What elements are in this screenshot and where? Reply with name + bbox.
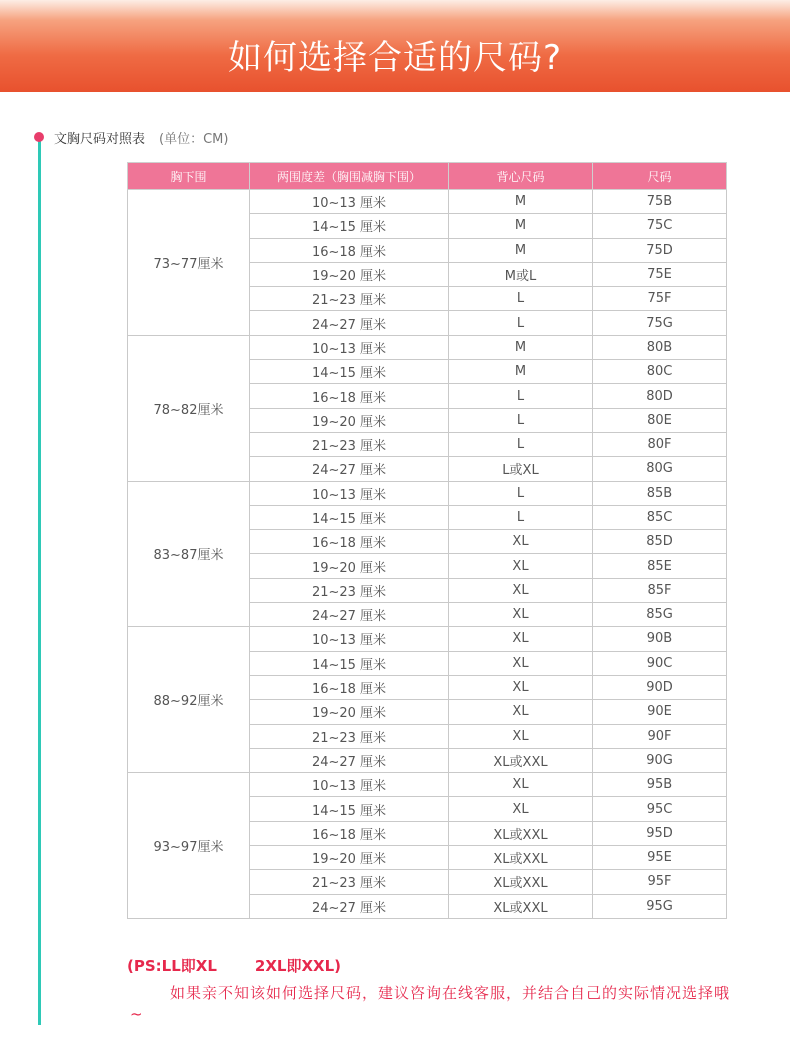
ps-note [127, 955, 341, 976]
underbust-cell: 93~97厘米 [128, 773, 250, 919]
bra-size-cell: 85G [593, 603, 727, 627]
vest-size-cell: XL [449, 700, 593, 724]
bra-size-cell: 75F [593, 287, 727, 311]
vest-size-cell: M [449, 238, 593, 262]
vest-size-cell: XL [449, 530, 593, 554]
size-chart-table [127, 162, 727, 919]
difference-cell: 10~13 厘米 [250, 627, 449, 651]
header-banner [0, 0, 790, 92]
bra-size-cell: 75G [593, 311, 727, 335]
bra-size-cell: 75B [593, 190, 727, 214]
difference-cell: 24~27 厘米 [250, 311, 449, 335]
bra-size-cell: 95B [593, 773, 727, 797]
difference-cell: 14~15 厘米 [250, 214, 449, 238]
vest-size-cell: L [449, 481, 593, 505]
section-heading [54, 128, 228, 147]
bra-size-cell: 85C [593, 505, 727, 529]
bra-size-cell: 95E [593, 846, 727, 870]
page-title: 如何选择合适的尺码? [227, 38, 563, 78]
bra-size-cell: 80F [593, 432, 727, 456]
vest-size-cell: XL [449, 603, 593, 627]
vest-size-cell: XL [449, 773, 593, 797]
vest-size-cell: XL [449, 627, 593, 651]
bra-size-cell: 85E [593, 554, 727, 578]
column-header: 尺码 [593, 163, 727, 190]
table-row [128, 481, 727, 505]
bra-size-cell: 90F [593, 724, 727, 748]
bra-size-cell: 75E [593, 262, 727, 286]
column-header: 背心尺码 [449, 163, 593, 190]
difference-cell: 16~18 厘米 [250, 821, 449, 845]
column-header: 胸下围 [128, 163, 250, 190]
difference-cell: 19~20 厘米 [250, 846, 449, 870]
bra-size-cell: 80G [593, 457, 727, 481]
difference-cell: 16~18 厘米 [250, 530, 449, 554]
difference-cell: 14~15 厘米 [250, 505, 449, 529]
table-row [128, 627, 727, 651]
difference-cell: 21~23 厘米 [250, 287, 449, 311]
bra-size-cell: 80B [593, 335, 727, 359]
table-row [128, 773, 727, 797]
difference-cell: 10~13 厘米 [250, 773, 449, 797]
bra-size-cell: 90E [593, 700, 727, 724]
bra-size-cell: 90D [593, 675, 727, 699]
difference-cell: 16~18 厘米 [250, 384, 449, 408]
difference-cell: 21~23 厘米 [250, 578, 449, 602]
difference-cell: 14~15 厘米 [250, 651, 449, 675]
section-title: 文胸尺码对照表 [54, 132, 146, 147]
difference-cell: 16~18 厘米 [250, 675, 449, 699]
difference-cell: 21~23 厘米 [250, 870, 449, 894]
bra-size-cell: 95G [593, 894, 727, 918]
vest-size-cell: XL [449, 797, 593, 821]
bra-size-cell: 85B [593, 481, 727, 505]
difference-cell: 24~27 厘米 [250, 748, 449, 772]
vest-size-cell: XL [449, 675, 593, 699]
bullet-dot-icon [34, 132, 44, 142]
advice-text: 如果亲不知该如何选择尺码，建议咨询在线客服，并结合自己的实际情况选择哦~ [130, 984, 731, 1023]
difference-cell: 14~15 厘米 [250, 360, 449, 384]
difference-cell: 10~13 厘米 [250, 335, 449, 359]
difference-cell: 10~13 厘米 [250, 190, 449, 214]
vest-size-cell: L [449, 432, 593, 456]
underbust-cell: 78~82厘米 [128, 335, 250, 481]
bra-size-cell: 90G [593, 748, 727, 772]
vest-size-cell: M [449, 190, 593, 214]
vest-size-cell: XL [449, 578, 593, 602]
vest-size-cell: XL [449, 724, 593, 748]
difference-cell: 24~27 厘米 [250, 603, 449, 627]
underbust-cell: 83~87厘米 [128, 481, 250, 627]
bra-size-cell: 85F [593, 578, 727, 602]
vest-size-cell: L [449, 408, 593, 432]
difference-cell: 21~23 厘米 [250, 432, 449, 456]
vest-size-cell: XL或XXL [449, 846, 593, 870]
table-body [128, 190, 727, 919]
difference-cell: 19~20 厘米 [250, 262, 449, 286]
vest-size-cell: L [449, 384, 593, 408]
vest-size-cell: XL或XXL [449, 821, 593, 845]
table-row [128, 335, 727, 359]
difference-cell: 10~13 厘米 [250, 481, 449, 505]
vest-size-cell: L [449, 287, 593, 311]
vest-size-cell: L [449, 505, 593, 529]
bra-size-cell: 75C [593, 214, 727, 238]
difference-cell: 19~20 厘米 [250, 408, 449, 432]
bra-size-cell: 95F [593, 870, 727, 894]
difference-cell: 24~27 厘米 [250, 894, 449, 918]
vest-size-cell: L [449, 311, 593, 335]
ps-note-part2: 2XL即XXL) [254, 957, 341, 975]
bra-size-cell: 75D [593, 238, 727, 262]
difference-cell: 16~18 厘米 [250, 238, 449, 262]
difference-cell: 24~27 厘米 [250, 457, 449, 481]
difference-cell: 19~20 厘米 [250, 700, 449, 724]
underbust-cell: 73~77厘米 [128, 190, 250, 336]
vest-size-cell: M [449, 360, 593, 384]
underbust-cell: 88~92厘米 [128, 627, 250, 773]
table-row [128, 190, 727, 214]
bra-size-cell: 80E [593, 408, 727, 432]
bra-size-cell: 90C [593, 651, 727, 675]
bra-size-cell: 85D [593, 530, 727, 554]
vest-size-cell: XL或XXL [449, 870, 593, 894]
bra-size-cell: 80D [593, 384, 727, 408]
difference-cell: 19~20 厘米 [250, 554, 449, 578]
bra-size-cell: 95C [593, 797, 727, 821]
vest-size-cell: M [449, 335, 593, 359]
bra-size-cell: 90B [593, 627, 727, 651]
bra-size-cell: 95D [593, 821, 727, 845]
column-header: 两围度差（胸围减胸下围） [250, 163, 449, 190]
vest-size-cell: XL [449, 651, 593, 675]
table-header-row [128, 163, 727, 190]
vest-size-cell: L或XL [449, 457, 593, 481]
unit-label: (单位：CM) [159, 132, 229, 147]
vest-size-cell: XL [449, 554, 593, 578]
bra-size-cell: 80C [593, 360, 727, 384]
vest-size-cell: XL或XXL [449, 894, 593, 918]
vest-size-cell: M或L [449, 262, 593, 286]
vest-size-cell: XL或XXL [449, 748, 593, 772]
difference-cell: 21~23 厘米 [250, 724, 449, 748]
difference-cell: 14~15 厘米 [250, 797, 449, 821]
ps-note-part1: (PS:LL即XL [127, 957, 217, 975]
timeline-line [38, 140, 41, 1025]
vest-size-cell: M [449, 214, 593, 238]
